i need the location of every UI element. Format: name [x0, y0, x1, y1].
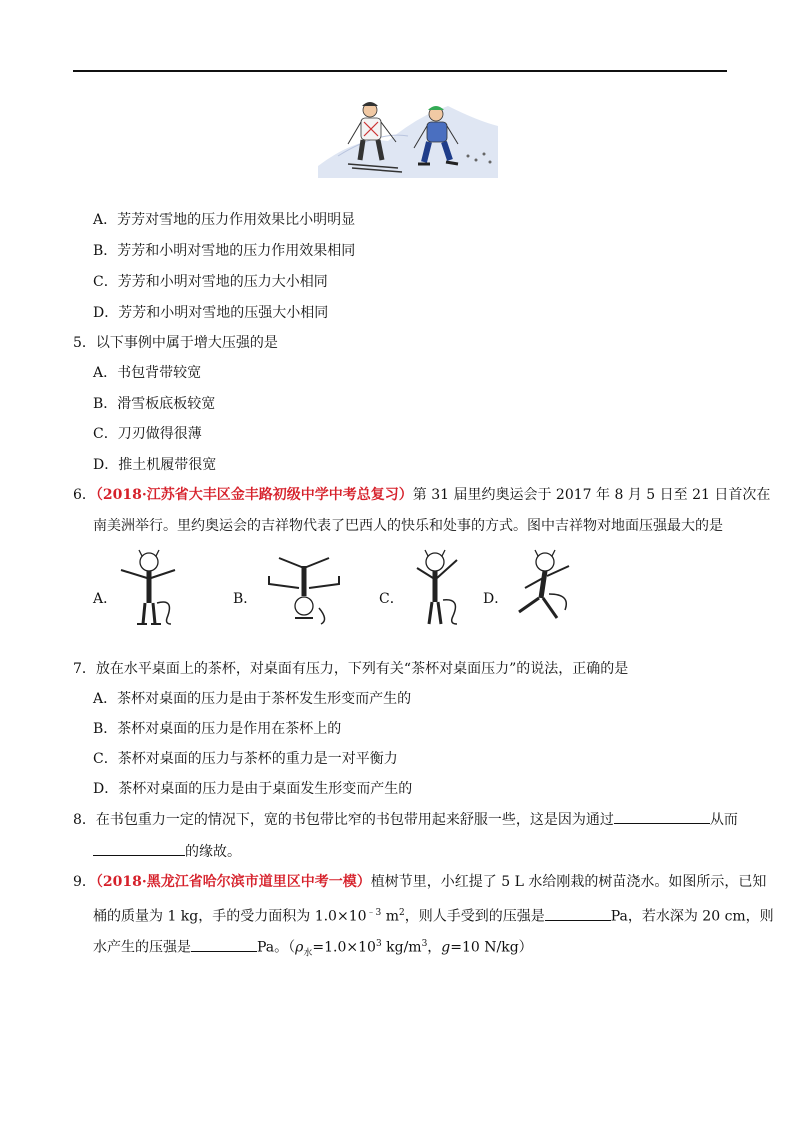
q6-option-c-label: C．: [379, 591, 404, 607]
q8-blank-1[interactable]: [614, 809, 710, 824]
q6-mascot-options: [73, 548, 673, 628]
q6-option-b-label: B．: [233, 591, 258, 607]
q8-blank-2[interactable]: [93, 841, 185, 856]
q6-source: （2018·江苏省大丰区金丰路初级中学中考总复习）: [95, 487, 413, 503]
q9-stem-line3: 水产生的压强是 Pa。（$\rho_水=1.0\times 10^3$ $kg/m^3$，g=10 N/kg）: [93, 934, 533, 963]
skiers-illustration-icon: [318, 96, 498, 178]
q5-option-b: B．滑雪板底板较宽: [93, 396, 216, 412]
mascot-a-icon: [117, 548, 181, 628]
q4-option-d: D．芳芳和小明对雪地的压强大小相同: [93, 305, 329, 321]
q7-option-b: B．茶杯对桌面的压力是作用在茶杯上的: [93, 721, 342, 737]
q8-stem-line2: 的缘故。: [93, 841, 241, 862]
q4-option-a: A．芳芳对雪地的压力作用效果比小明明显: [93, 212, 356, 228]
q7-option-d: D．茶杯对桌面的压力是由于桌面发生形变而产生的: [93, 781, 413, 797]
q7-option-c: C．茶杯对桌面的压力与茶杯的重力是一对平衡力: [93, 751, 398, 767]
q5-stem: 5．以下事例中属于增大压强的是: [73, 335, 278, 351]
q9-blank-1[interactable]: [545, 906, 611, 921]
q5-option-d: D．推土机履带很宽: [93, 457, 217, 473]
q9-source: （2018·黑龙江省哈尔滨市道里区中考一模）: [95, 874, 371, 890]
q9-stem-line2: 桶的质量为 1 kg，手的受力面积为 $1.0\times 10^{﹣3}$ $m^2$，则人手受到的压强是 Pa，若水深为 20 cm，则: [93, 903, 774, 927]
q5-option-c: C．刀刃做得很薄: [93, 426, 202, 442]
q4-option-b: B．芳芳和小明对雪地的压力作用效果相同: [93, 243, 356, 259]
q7-option-a: A．茶杯对桌面的压力是由于茶杯发生形变而产生的: [93, 691, 412, 707]
q6-stem-line1: 6．（2018·江苏省大丰区金丰路初级中学中考总复习）第 31 届里约奥运会于 2017 年 8 月 5 日至 21 日首次在: [73, 487, 771, 503]
q9-blank-2[interactable]: [191, 937, 257, 952]
q6-option-d-label: D．: [483, 591, 509, 607]
q9-stem-line1: 9．（2018·黑龙江省哈尔滨市道里区中考一模）植树节里，小红提了 5 L 水给刚栽的树苗浇水。如图所示，已知: [73, 874, 767, 890]
q8-stem-line1: 8．在书包重力一定的情况下，宽的书包带比窄的书包带用起来舒服一些，这是因为通过 从而: [73, 809, 738, 830]
q7-stem: 7．放在水平桌面上的茶杯，对桌面有压力，下列有关“茶杯对桌面压力”的说法，正确的是: [73, 661, 629, 677]
q5-option-a: A．书包背带较宽: [93, 365, 202, 381]
mascot-d-icon: [509, 548, 579, 628]
q6-option-a-label: A．: [93, 591, 118, 607]
mascot-c-icon: [405, 548, 469, 628]
header-rule: [73, 70, 727, 72]
q6-stem-line2: 南美洲举行。里约奥运会的吉祥物代表了巴西人的快乐和处事的方式。图中吉祥物对地面压强最大的是: [93, 518, 723, 534]
q4-option-c: C．芳芳和小明对雪地的压力大小相同: [93, 274, 328, 290]
mascot-b-icon: [259, 548, 349, 628]
